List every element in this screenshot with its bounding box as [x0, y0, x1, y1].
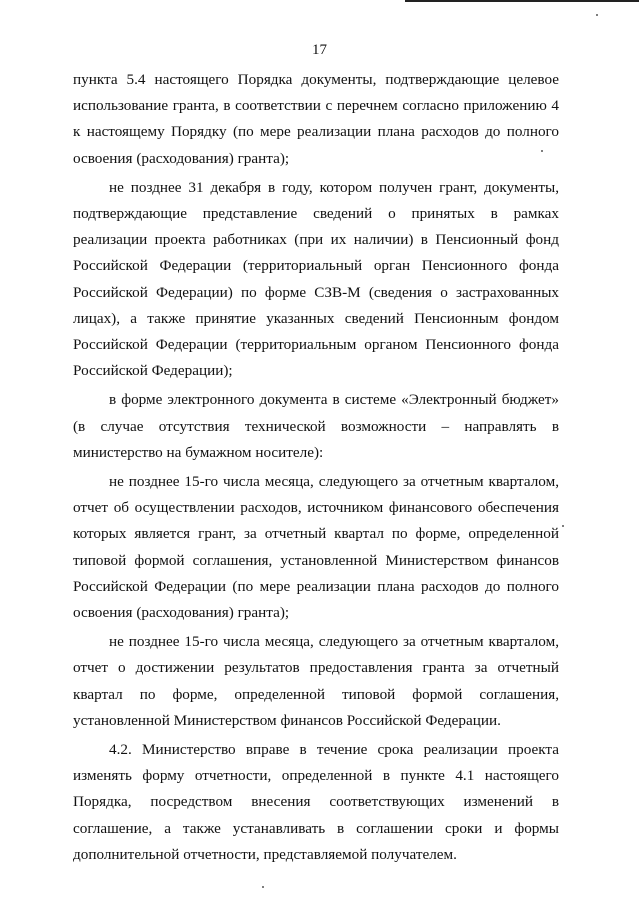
paragraph-5: не позднее 15-го числа месяца, следующего за отчетным кварталом, отчет о достижении результатов предоставления гранта за отчетный квартал по форме, определенной типовой формой соглашения, установленной Министерством финансов Российской Федерации.: [73, 633, 559, 729]
scan-speck: [262, 886, 264, 888]
paragraph-4: не позднее 15-го числа месяца, следующего за отчетным кварталом, отчет об осуществлении расходов, источником финансового обеспечения которых является грант, за отчетный квартал по форме, определенной типовой формой соглашения, установленной Министерством финансов Российской Федерации (по мере реализации плана расходов до полного освоения (расходования) гранта);: [73, 473, 559, 622]
paragraph-2: не позднее 31 декабря в году, котором получен грант, документы, подтверждающие представление сведений о принятых в рамках реализации проекта работниках (при их наличии) в Пенсионный фонд Российской Федерации (территориальный орган Пенсионного фонда Российской Федерации) по форме СЗВ-М (сведения о застрахованных лицах), а также принятие указанных сведений Пенсионным фондом Российской Федерации (территориальным органом Пенсионного фонда Российской Федерации);: [73, 178, 559, 380]
top-border-line: [405, 0, 639, 2]
scan-speck: [596, 14, 598, 16]
body-text: [73, 67, 559, 868]
page-number: 17: [312, 42, 327, 58]
paragraph-6: 4.2. Министерство вправе в течение срока реализации проекта изменять форму отчетности, определенной в пункте 4.1 настоящего Порядка, посредством внесения соответствующих изменений в соглашение, а также устанавливать в соглашении сроки и формы дополнительной отчетности, представляемой получателем.: [73, 741, 559, 863]
paragraph-3: в форме электронного документа в системе «Электронный бюджет» (в случае отсутствия технической возможности – направлять в министерство на бумажном носителе):: [73, 391, 559, 461]
paragraph-1: пункта 5.4 настоящего Порядка документы, подтверждающие целевое использование гранта, в соответствии с перечнем согласно приложению 4 к настоящему Порядку (по мере реализации плана расходов до полного освоения (расходования) гранта);: [73, 71, 559, 167]
scan-speck: [541, 150, 543, 152]
scan-speck: [562, 525, 564, 527]
